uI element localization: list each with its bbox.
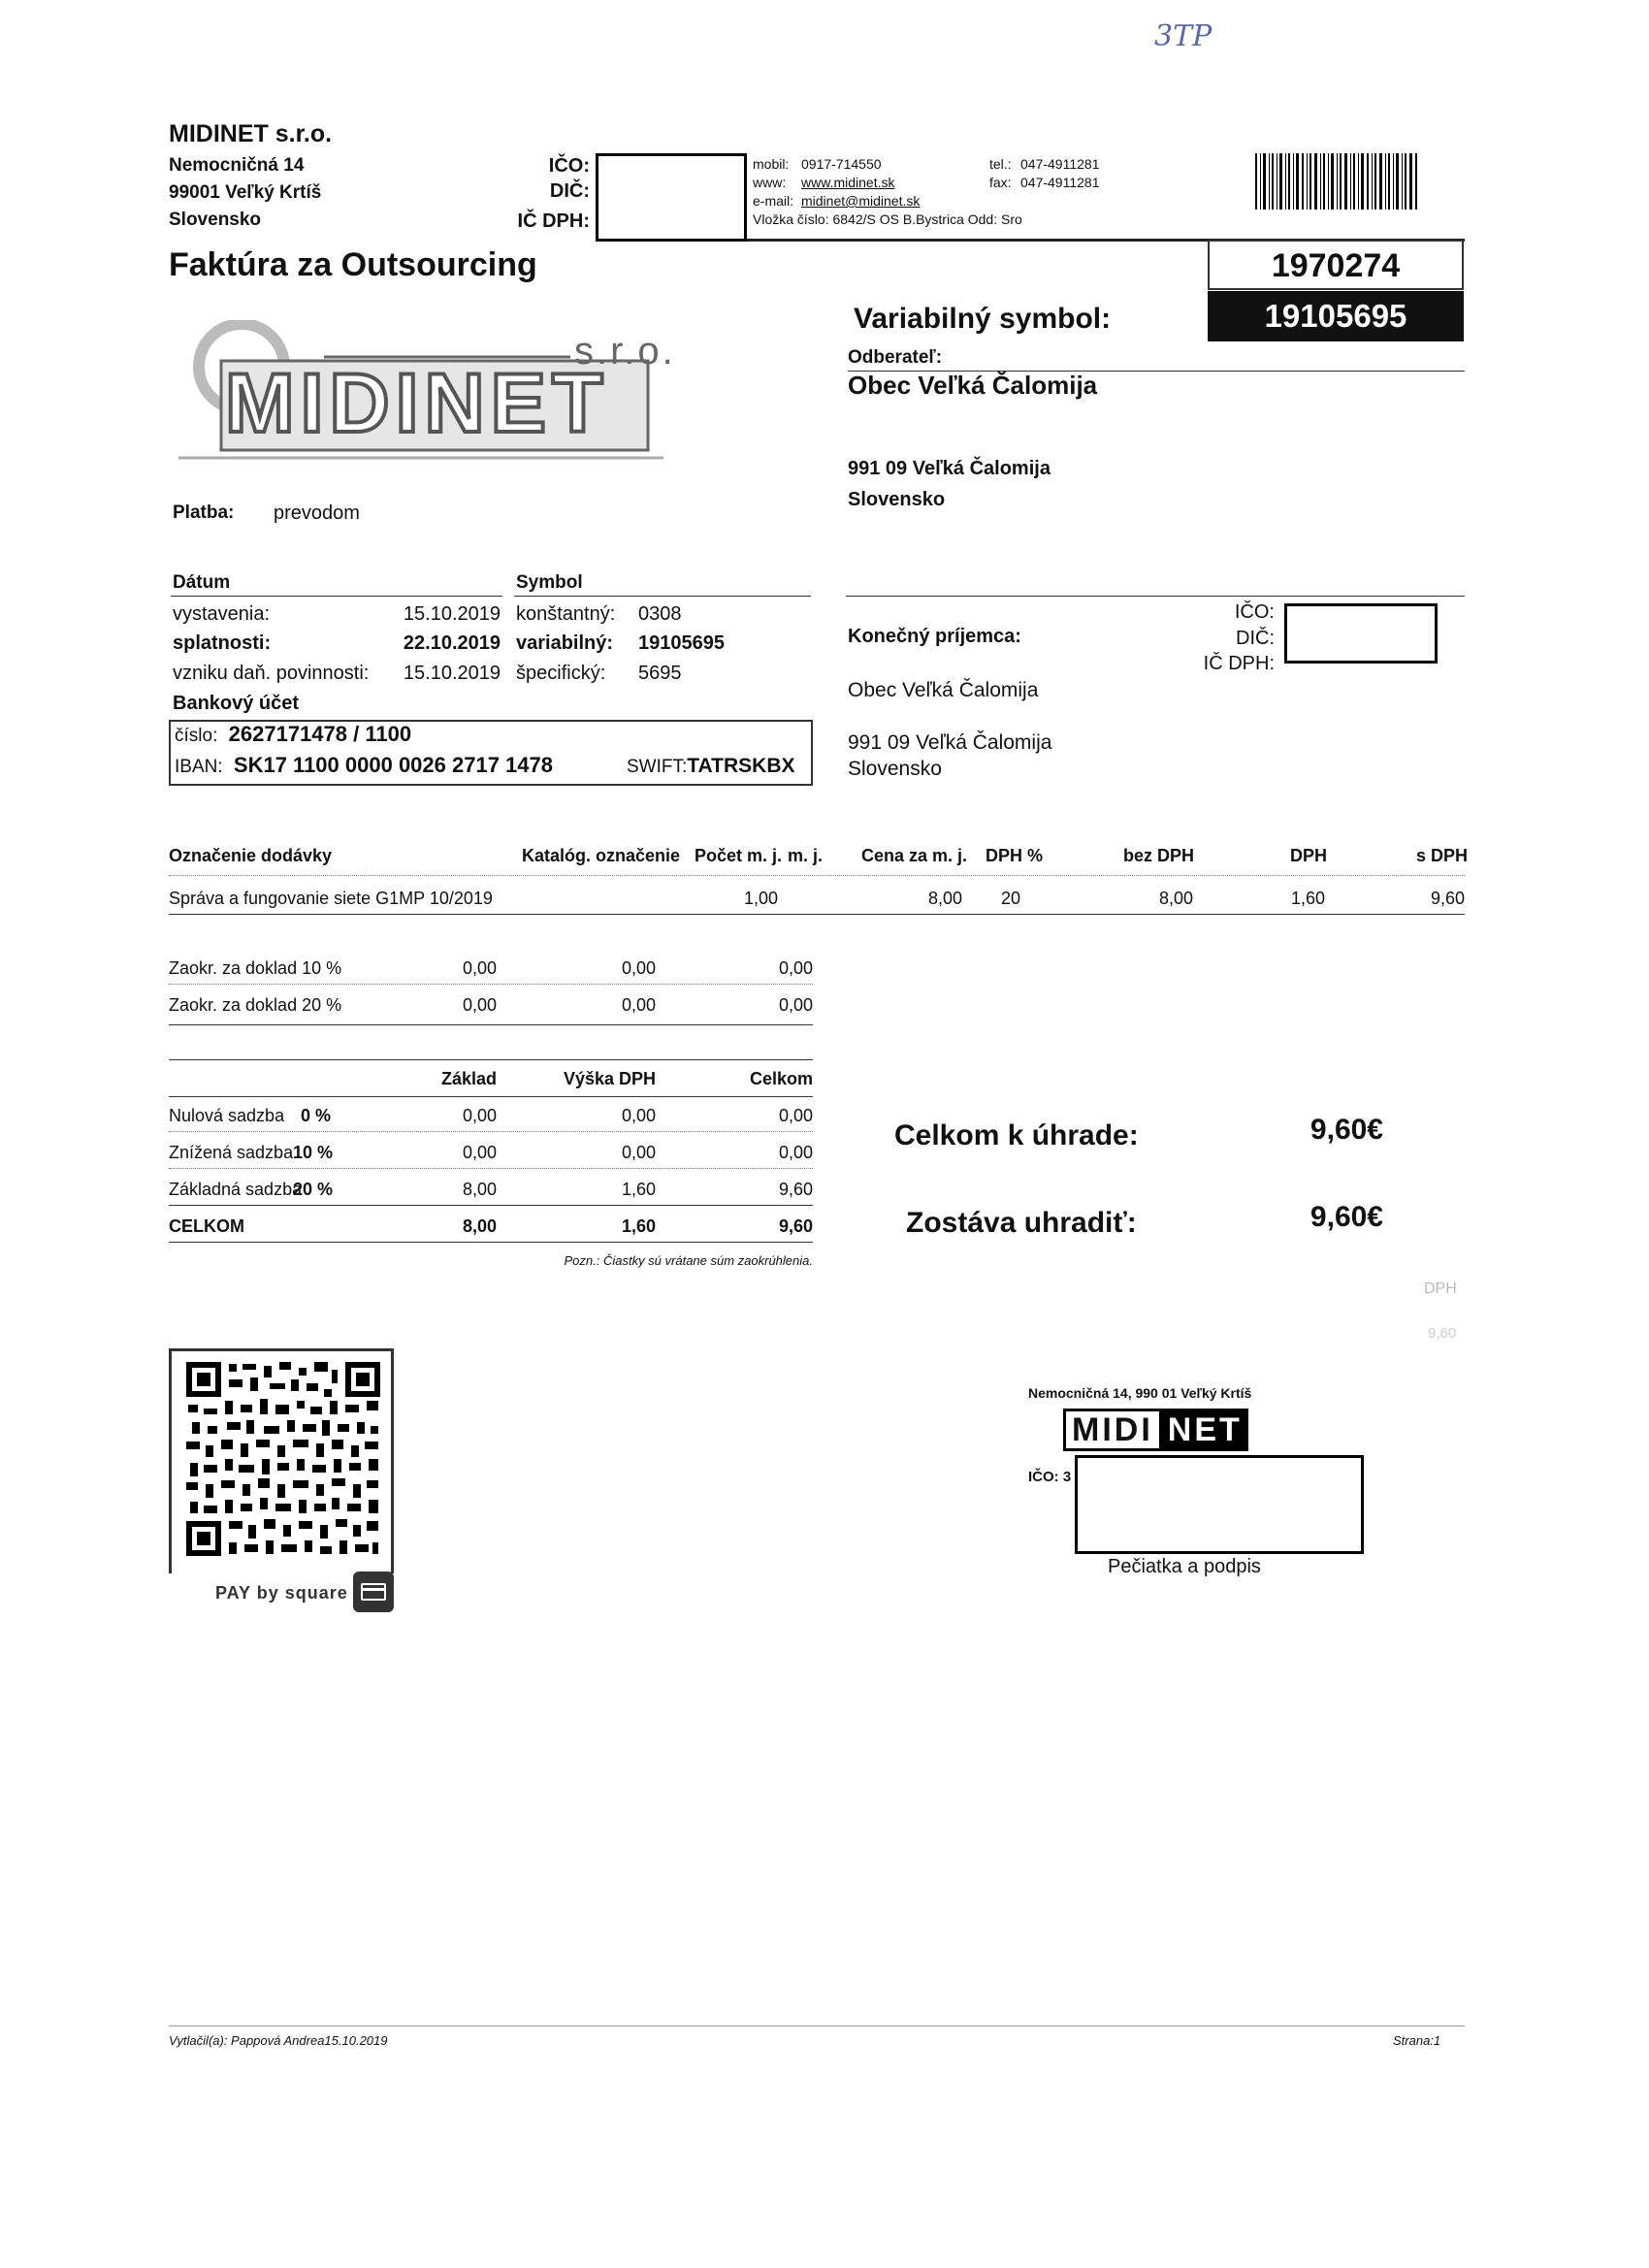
item-gross: 9,60 xyxy=(1430,889,1465,908)
pay-by-square-label: PAY by square xyxy=(215,1583,348,1603)
rounding-label: Zaokr. za doklad 10 % xyxy=(169,958,342,978)
supplier-name: MIDINET s.r.o. xyxy=(169,120,333,147)
customer-name: Obec Veľká Čalomija xyxy=(848,371,1098,400)
col-header: Označenie dodávky xyxy=(169,846,333,865)
col-header: s DPH xyxy=(1416,846,1469,865)
vat-base: 0,00 xyxy=(462,1106,497,1125)
tel-fax-block xyxy=(989,155,1099,192)
variable-symbol-value: 19105695 xyxy=(1264,298,1407,334)
www-link[interactable]: www.midinet.sk xyxy=(801,175,895,190)
symbols-header: Symbol xyxy=(516,572,583,593)
iban-label: IBAN: xyxy=(175,757,223,777)
mobil-value: 0917-714550 xyxy=(801,156,882,172)
barcode xyxy=(1255,153,1420,210)
supplier-city: 99001 Veľký Krtíš xyxy=(169,182,322,203)
swift-row xyxy=(627,755,795,778)
document-title: Faktúra za Outsourcing xyxy=(169,246,537,283)
iban-row xyxy=(175,753,553,778)
stamp-logo-left: MIDI xyxy=(1063,1409,1162,1451)
symbol-label: variabilný: xyxy=(516,632,614,654)
col-header: DPH % xyxy=(986,846,1044,865)
stamp-logo xyxy=(1063,1409,1248,1449)
invoice-number-box xyxy=(1208,240,1464,290)
vat-rate-label: Znížená sadzba xyxy=(169,1143,294,1162)
swift-value: TATRSKBX xyxy=(687,755,795,777)
invoice-number: 1970274 xyxy=(1271,247,1401,284)
col-header: Katalóg. označenie xyxy=(522,846,681,865)
qr-code xyxy=(186,1362,380,1556)
vat-total: 9,60 xyxy=(778,1180,813,1199)
payment-value: prevodom xyxy=(274,502,360,524)
item-price: 8,00 xyxy=(927,889,962,908)
vat-base: 8,00 xyxy=(462,1180,497,1199)
vat-rate-label: Nulová sadzba xyxy=(169,1106,285,1125)
recipient-country: Slovensko xyxy=(848,758,942,780)
supplier-icdph-label: IČ DPH: xyxy=(517,211,590,232)
rounding-value: 0,00 xyxy=(462,958,497,978)
bank-number: 2627171478 / 1100 xyxy=(228,722,412,746)
vat-grand-label: CELKOM xyxy=(169,1216,244,1236)
items-bottom-divider xyxy=(169,914,1465,915)
bank-number-row xyxy=(175,722,411,747)
vat-col-header: Základ xyxy=(440,1069,497,1088)
vat-total: 0,00 xyxy=(778,1143,813,1162)
recipient-name: Obec Veľká Čalomija xyxy=(848,679,1039,701)
date-value: 22.10.2019 xyxy=(403,632,501,654)
vat-row-divider xyxy=(169,1131,813,1132)
symbols-divider xyxy=(514,596,811,597)
vlozka: Vložka číslo: 6842/S OS B.Bystrica Odd: Sro xyxy=(753,211,1022,227)
email-label: e-mail: xyxy=(753,193,794,209)
vat-bottom-divider xyxy=(169,1242,813,1243)
contact-block xyxy=(753,155,1022,229)
vat-amount: 1,60 xyxy=(621,1180,656,1199)
recipient-ids-redaction xyxy=(1284,603,1438,664)
tel-label: tel.: xyxy=(989,156,1012,172)
vat-grand-vat: 1,60 xyxy=(621,1216,656,1236)
supplier-street: Nemocničná 14 xyxy=(169,155,305,176)
vat-row-divider xyxy=(169,1168,813,1169)
final-recipient-label: Konečný príjemca: xyxy=(848,626,1021,647)
tel-value: 047-4911281 xyxy=(1020,156,1100,172)
item-vat-pct: 20 xyxy=(1001,889,1021,908)
fax-label: fax: xyxy=(989,175,1012,190)
item-name: Správa a fungovanie siete G1MP 10/2019 xyxy=(169,889,493,908)
col-header: bez DPH xyxy=(1123,846,1195,865)
signature-label: Pečiatka a podpis xyxy=(1108,1556,1261,1577)
symbol-label: konštantný: xyxy=(516,603,616,625)
payment-label: Platba: xyxy=(173,502,235,523)
vat-amount: 0,00 xyxy=(621,1143,656,1162)
email-link[interactable]: midinet@midinet.sk xyxy=(801,193,921,209)
rounding-label: Zaokr. za doklad 20 % xyxy=(169,995,342,1015)
supplier-country: Slovensko xyxy=(169,210,262,230)
vat-rate: 10 % xyxy=(293,1143,334,1162)
date-label: vzniku daň. povinnosti: xyxy=(173,663,370,684)
customer-label: Odberateľ: xyxy=(848,347,943,368)
variable-symbol-box xyxy=(1208,291,1464,341)
recipient-ico-label: IČO: xyxy=(1234,601,1275,623)
supplier-ico-label: IČO: xyxy=(548,155,590,177)
date-row xyxy=(173,632,271,655)
supplier-ids-redaction xyxy=(596,153,747,242)
stamp-address: Nemocničná 14, 990 01 Veľký Krtíš xyxy=(1028,1385,1252,1401)
recipient-dic-label: DIČ: xyxy=(1236,628,1275,649)
vat-note: Pozn.: Čiastky sú vrátane súm zaokrúhlenia. xyxy=(564,1253,813,1268)
vat-base: 0,00 xyxy=(462,1143,497,1162)
date-value: 15.10.2019 xyxy=(403,663,501,684)
symbol-label: špecifický: xyxy=(516,663,606,684)
vat-col-header: Celkom xyxy=(749,1069,813,1088)
date-label: splatnosti: xyxy=(173,632,272,654)
stamp-redaction xyxy=(1075,1455,1364,1554)
bank-number-label: číslo: xyxy=(175,726,218,746)
vat-amount: 0,00 xyxy=(621,1106,656,1125)
bank-header: Bankový účet xyxy=(173,693,300,714)
logo-suffix: s.r.o. xyxy=(574,330,676,373)
date-row xyxy=(173,603,270,626)
col-header: m. j. xyxy=(788,846,824,865)
dates-divider xyxy=(171,596,502,597)
rounding-value: 0,00 xyxy=(778,995,813,1015)
vat-total-divider xyxy=(169,1205,813,1206)
vat-rate: 0 % xyxy=(301,1106,332,1125)
date-label: vystavenia: xyxy=(173,603,271,625)
iban-value: SK17 1100 0000 0026 2717 1478 xyxy=(233,753,553,777)
item-net: 8,00 xyxy=(1158,889,1193,908)
fax-value: 047-4911281 xyxy=(1020,175,1100,190)
vat-rate: 20 % xyxy=(293,1180,334,1199)
remaining-label: Zostáva uhradiť: xyxy=(906,1207,1137,1239)
rounding-value: 0,00 xyxy=(462,995,497,1015)
vat-header-divider xyxy=(169,1096,813,1097)
dates-header: Dátum xyxy=(173,572,231,593)
total-to-pay: 9,60€ xyxy=(1310,1114,1383,1146)
page-number: Strana:1 xyxy=(1393,2033,1441,2048)
vat-grand-base: 8,00 xyxy=(462,1216,497,1236)
recipient-city: 991 09 Veľká Čalomija xyxy=(848,731,1052,754)
stamp-logo-right: NET xyxy=(1162,1409,1248,1451)
col-header: Cena za m. j. xyxy=(861,846,968,865)
variable-symbol-label: Variabilný symbol: xyxy=(854,303,1112,335)
date-row xyxy=(173,663,369,685)
supplier-dic-label: DIČ: xyxy=(549,180,590,202)
col-header: DPH xyxy=(1290,846,1328,865)
item-qty: 1,00 xyxy=(743,889,778,908)
customer-city: 991 09 Veľká Čalomija xyxy=(848,458,1051,479)
printed-by: Vytlačil(a): Pappová Andrea15.10.2019 xyxy=(169,2033,388,2048)
vat-total: 0,00 xyxy=(778,1106,813,1125)
vat-summary-top xyxy=(169,1059,813,1060)
symbol-value: 5695 xyxy=(638,663,682,684)
bleed-value: 9,60 xyxy=(1428,1325,1457,1342)
date-value: 15.10.2019 xyxy=(403,603,501,625)
swift-label: SWIFT: xyxy=(627,757,688,777)
rounding-value: 0,00 xyxy=(621,958,656,978)
items-header-divider xyxy=(169,875,1465,876)
customer-country: Slovensko xyxy=(848,489,946,510)
rounding-bottom xyxy=(169,1024,813,1025)
recipient-divider xyxy=(846,596,1465,597)
recipient-icdph-label: IČ DPH: xyxy=(1203,653,1275,674)
vat-grand-total: 9,60 xyxy=(778,1216,813,1236)
rounding-value: 0,00 xyxy=(621,995,656,1015)
handwritten-note: 3TP xyxy=(1154,19,1212,53)
symbol-value: 19105695 xyxy=(638,632,725,654)
vat-col-header: Výška DPH xyxy=(563,1069,656,1088)
mobil-label: mobil: xyxy=(753,156,790,172)
total-to-pay-label: Celkom k úhrade: xyxy=(894,1119,1139,1151)
www-label: www: xyxy=(753,175,787,190)
vat-rate-label: Základná sadzba xyxy=(169,1180,303,1199)
rounding-divider xyxy=(169,984,813,985)
col-header: Počet m. j. xyxy=(695,846,783,865)
item-vat: 1,60 xyxy=(1290,889,1325,908)
bleed-dph: DPH xyxy=(1424,1280,1457,1297)
stamp-ico-label: IČO: 3 xyxy=(1028,1469,1072,1485)
remaining-amount: 9,60€ xyxy=(1310,1201,1383,1233)
symbol-value: 0308 xyxy=(638,603,682,625)
card-icon xyxy=(353,1571,394,1612)
logo-wordmark: MIDINET xyxy=(225,357,609,450)
footer-divider xyxy=(169,2025,1465,2026)
rounding-value: 0,00 xyxy=(778,958,813,978)
